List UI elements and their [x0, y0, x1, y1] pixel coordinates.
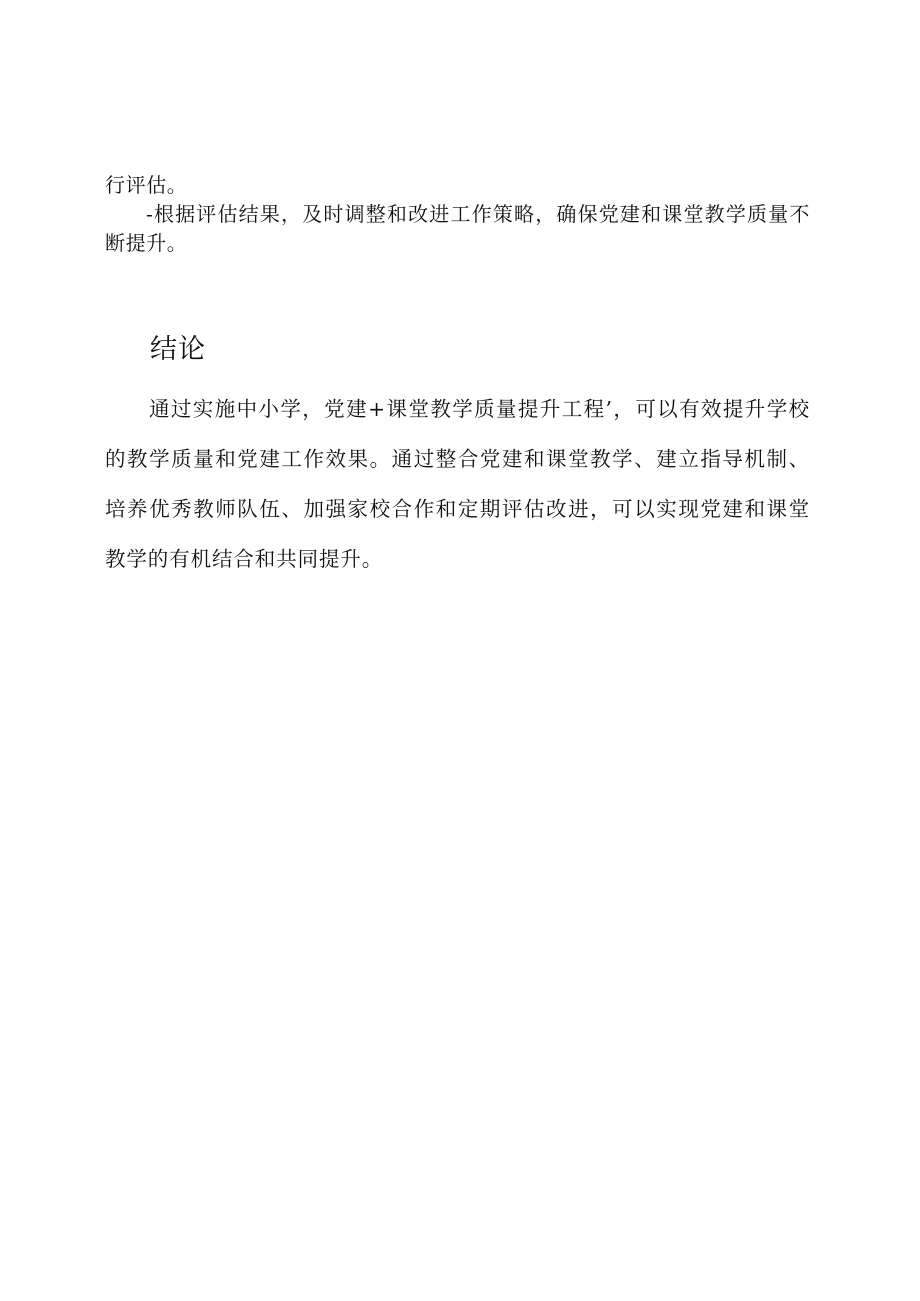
continued-paragraph: 行评估。: [105, 173, 188, 197]
conclusion-paragraph: 通过实施中小学，党建+课堂教学质量提升工程’，可以有效提升学校的教学质量和党建工作效果。通过整合党建和课堂教学、建立指导机制、培养优秀教师队伍、加强家校合作和定期评估改进，可以实现党建和课堂教学的有机结合和共同提升。: [105, 397, 810, 571]
bullet-paragraph: -根据评估结果，及时调整和改进工作策略，确保党建和课堂教学质量不断提升。: [105, 202, 810, 255]
section-title: 结论: [150, 334, 206, 365]
document-content: [105, 171, 810, 584]
